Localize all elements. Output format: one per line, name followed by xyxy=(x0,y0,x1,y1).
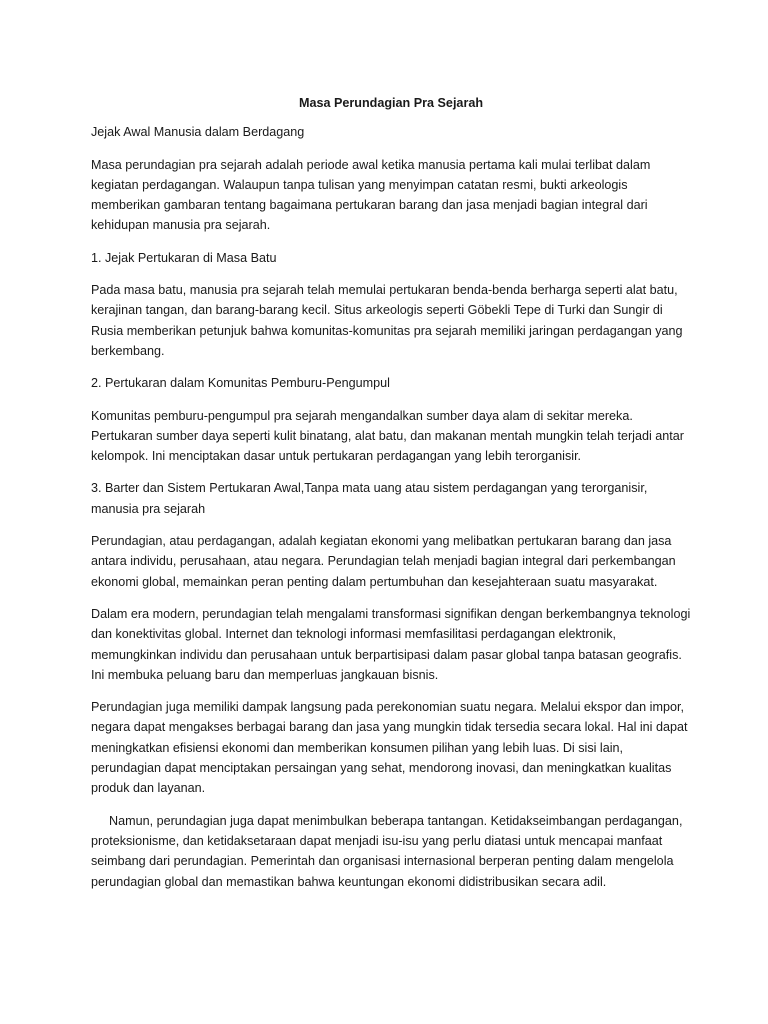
economic-impact-paragraph: Perundagian juga memiliki dampak langsung pada perekonomian suatu negara. Melalui ekspor dan impor, negara dapat mengakses berbagai barang dan jasa yang mungkin tidak tersedia secara lokal. Hal ini dapat meningkatkan efisiensi ekonomi dan memberikan konsumen pilihan yang lebih luas. Di sisi lain, perundagian dapat menciptakan persaingan yang sehat, mendorong inovasi, dan meningkatkan kualitas produk dan layanan. xyxy=(91,700,688,796)
challenges-paragraph: Namun, perundagian juga dapat menimbulkan beberapa tantangan. Ketidakseimbangan perdagangan, proteksionisme, dan ketidaksetaraan dapat menjadi isu-isu yang perlu diatasi untuk mencapai manfaat seimbang dari perundagian. Pemerintah dan organisasi internasional berperan penting dalam mengelola perundagian global dan memastikan bahwa keuntungan ekonomi didistribusikan secara adil. xyxy=(91,813,683,889)
document-body xyxy=(91,93,691,904)
section-3-heading: 3. Barter dan Sistem Pertukaran Awal,Tanpa mata uang atau sistem perdagangan yang terorganisir, manusia pra sejarah xyxy=(91,481,648,516)
section-1-paragraph: Pada masa batu, manusia pra sejarah telah memulai pertukaran benda-benda berharga seperti alat batu, kerajinan tangan, dan barang-barang kecil. Situs arkeologis seperti Göbekli Tepe di Turki dan Sungir di Rusia memberikan petunjuk bahwa komunitas-komunitas pra sejarah memiliki jaringan perdagangan yang berkembang. xyxy=(91,283,683,358)
section-2-heading: 2. Pertukaran dalam Komunitas Pemburu-Pengumpul xyxy=(91,376,390,391)
document-title: Masa Perundagian Pra Sejarah xyxy=(298,96,484,110)
modern-era-paragraph: Dalam era modern, perundagian telah mengalami transformasi signifikan dengan berkembangnya teknologi dan konektivitas global. Internet dan teknologi informasi memfasilitasi perdagangan elektronik, memungkinkan individu dan perusahaan untuk berpartisipasi dalam pasar global tanpa batasan geografis. Ini membuka peluang baru dan memperluas jangkauan bisnis. xyxy=(91,606,691,682)
section-1-heading: 1. Jejak Pertukaran di Masa Batu xyxy=(91,250,277,265)
document-subtitle: Jejak Awal Manusia dalam Berdagang xyxy=(91,125,305,140)
intro-paragraph: Masa perundagian pra sejarah adalah periode awal ketika manusia pertama kali mulai terlibat dalam kegiatan perdagangan. Walaupun tanpa tulisan yang menyimpan catatan resmi, bukti arkeologis memberikan gambaran tentang bagaimana pertukaran barang dan jasa menjadi bagian integral dari kehidupan manusia pra sejarah. xyxy=(91,157,651,233)
section-2-paragraph: Komunitas pemburu-pengumpul pra sejarah mengandalkan sumber daya alam di sekitar mereka. Pertukaran sumber daya seperti kulit binatang, alat batu, dan makanan mentah mungkin telah terjadi antar kelompok. Ini menciptakan dasar untuk pertukaran perdagangan yang lebih terorganisir. xyxy=(91,408,684,464)
perundagian-paragraph: Perundagian, atau perdagangan, adalah kegiatan ekonomi yang melibatkan pertukaran barang dan jasa antara individu, perusahaan, atau negara. Perundagian telah menjadi bagian integral dari perkembangan ekonomi global, memainkan peran penting dalam pertumbuhan dan kesejahteraan suatu masyarakat. xyxy=(91,534,676,589)
